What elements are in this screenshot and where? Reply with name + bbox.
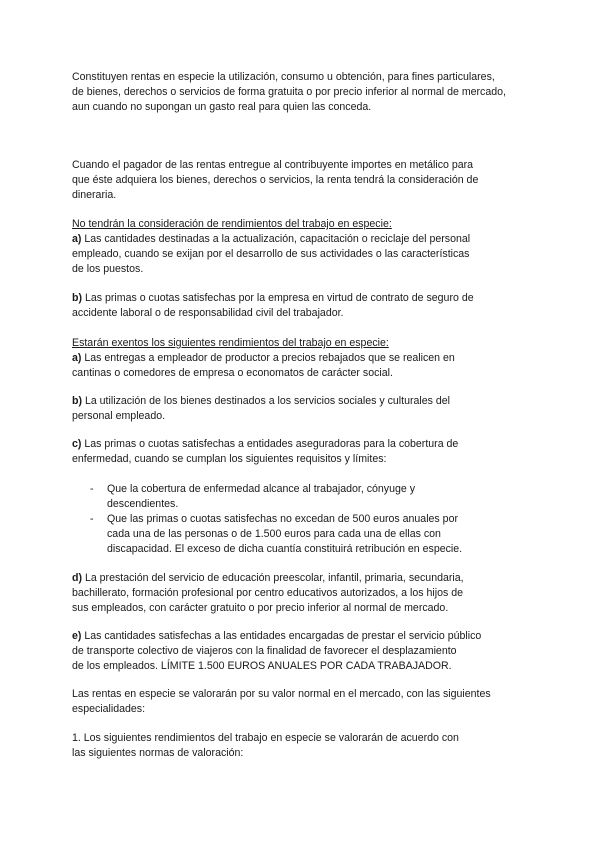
item-d-exento: d) La prestación del servicio de educación preescolar, infantil, primaria, secundaria, bachillerato, formación profesional por centro educativos autorizados, a los hijos de sus empleados, con carácter gratuito o por precio inferior al normal de mercado. <box>72 572 464 614</box>
paragraph-dineraria: Cuando el pagador de las rentas entregue al contribuyente importes en metálico para que éste adquiera los bienes, derechos o servicios, la renta tendrá la consideración de dineraria. <box>72 159 479 201</box>
item-a: a) Las entregas a empleador de productor a precios rebajados que se realicen en <box>72 352 455 364</box>
list-item: - Que la cobertura de enfermedad alcance al trabajador, cónyuge y descendientes. <box>90 483 416 510</box>
paragraph-valoracion: Las rentas en especie se valorarán por su valor normal en el mercado, con las siguientes especialidades: <box>72 688 491 715</box>
item-b-exento: b) La utilización de los bienes destinados a los servicios sociales y culturales del personal empleado. <box>72 395 451 422</box>
section-exentos: Estarán exentos los siguientes rendimientos del trabajo en especie: a) Las entregas a empleador de productor a precios rebajados que se realicen en cantinas o comedores de empresa o economatos de carácter social. <box>72 336 532 381</box>
item-c-exento: c) Las primas o cuotas satisfechas a entidades aseguradoras para la cobertura de enfermedad, cuando se cumplan los siguientes requisitos y límites: <box>72 438 459 465</box>
paragraph-definition: Constituyen rentas en especie la utilización, consumo u obtención, para fines particulares, de bienes, derechos o servicios de forma gratuita o por precio inferior al normal de mercado, aun cuando no supongan un gasto real para quien las conceda. <box>72 71 506 113</box>
item-a: a) Las cantidades destinadas a la actualización, capacitación o reciclaje del personal <box>72 233 471 245</box>
paragraph-normas: 1. Los siguientes rendimientos del trabajo en especie se valorarán de acuerdo con las siguientes normas de valoración: <box>72 732 459 759</box>
section-heading: Estarán exentos los siguientes rendimientos del trabajo en especie: <box>72 337 389 349</box>
requirements-list <box>90 482 530 557</box>
item-e-exento: e) Las cantidades satisfechas a las entidades encargadas de prestar el servicio público de transporte colectivo de viajeros con la finalidad de favorecer el desplazamiento de los empleados. LÍMITE 1.500 EUROS ANUALES POR CADA TRABAJADOR. <box>72 630 482 672</box>
list-item: - Que las primas o cuotas satisfechas no excedan de 500 euros anuales por cada una de las personas o de 1.500 euros para cada una de ellas con discapacidad. El exceso de dicha cuantía constituirá retribución en especie. <box>90 513 463 555</box>
section-heading: No tendrán la consideración de rendimientos del trabajo en especie: <box>72 218 392 230</box>
section-no-rendimientos: No tendrán la consideración de rendimientos del trabajo en especie: a) Las cantidades destinadas a la actualización, capacitación o reciclaje del personal empleado, cuando se exijan por el desarrollo de sus actividades o las características de los puestos. <box>72 217 532 277</box>
item-b-no: b) Las primas o cuotas satisfechas por la empresa en virtud de contrato de seguro de accidente laboral o de responsabilidad civil del trabajador. <box>72 292 474 319</box>
